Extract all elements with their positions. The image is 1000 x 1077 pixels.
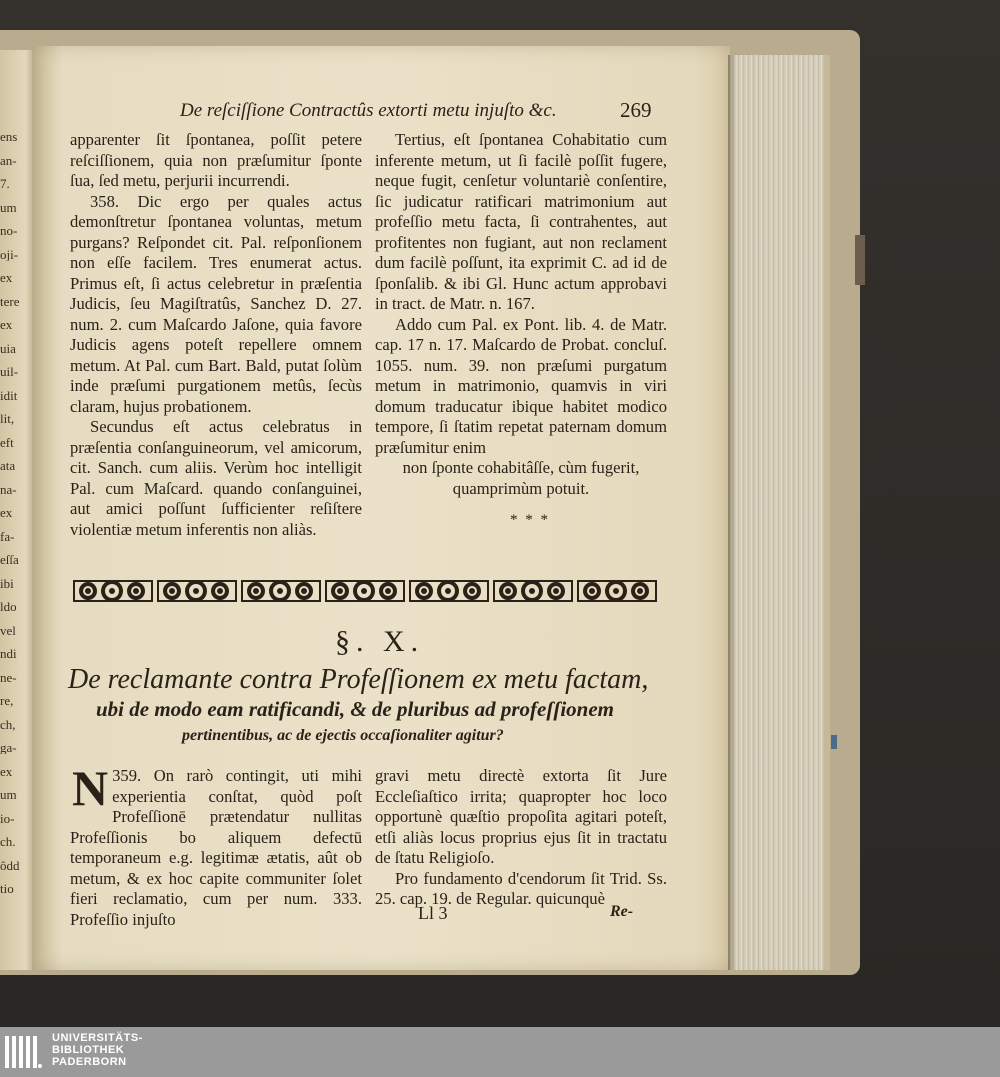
left-page-fragment: um: [0, 200, 17, 214]
left-page-fragment: 7.: [0, 177, 10, 190]
left-page-fragment: tere: [0, 294, 20, 308]
left-page-fragment: tio: [0, 882, 14, 895]
right-column: [375, 130, 667, 499]
gutter-shadow: [728, 55, 736, 970]
left-page-edge: [0, 50, 32, 970]
page-block-edge: [730, 55, 830, 970]
paragraph: 358. Dic ergo per quales actus demonſtretur ſpontanea voluntas, metum purgans? Reſpondet cit. Pal. reſponſionem non eſſe facilem. Tres enumerat actus. Primus eſt, ſi actus celebretur in præſentia Judicis, ſeu Magiſtratûs, Sanchez D. 27. num. 2. cum Maſcardo Jaſone, quia favore Judicis agens poteſt repellere omnem metum. At Pal. cum Bart. Bald, putat ſolùm inde præſumi purgationem metûs, ſecùs claram, hujus probationem.: [70, 191, 362, 416]
paragraph: Addo cum Pal. ex Pont. lib. 4. de Matr. cap. 17 n. 17. Maſcardo de Probat. concluſ. 1055. num. 39. non præſumi purgatum metum in matrimonio, quamvis in viri domum traducatur ibique habitet modico tempore, ſi ſtatim repetat paternam domum præſumitur enim: [375, 314, 667, 457]
left-column: [70, 130, 362, 540]
paragraph: non ſponte cohabitâſſe, cùm fugerit, quamprimùm potuit.: [402, 458, 640, 498]
library-name-line: UNIVERSITÄTS-: [52, 1032, 143, 1044]
left-page-fragment: no-: [0, 224, 18, 237]
signature-mark: Ll 3: [418, 903, 448, 923]
left-page-fragment: ldo: [0, 600, 17, 613]
left-page-fragment: na-: [0, 482, 17, 496]
bookmark-tab: [855, 235, 865, 285]
left-page-fragment: oji-: [0, 247, 19, 261]
catchword: Re-: [610, 903, 634, 920]
library-name: [52, 1032, 143, 1068]
running-title: De reſciſſione Contractûs extorti metu injuſto &c.: [180, 100, 557, 121]
left-page-fragment: re,: [0, 694, 14, 707]
section-mark: §. X.: [335, 625, 425, 658]
section-title-line2: ubi de modo eam ratificandi, & de pluribus ad profeſſionem: [96, 697, 614, 721]
library-logo-icon: [4, 1032, 44, 1072]
left-page-fragment: ex: [0, 506, 13, 519]
page-clip-marker: [831, 735, 837, 749]
paragraph: gravi metu directè extorta ſit Jure Eccleſiaſtico irrita; quapropter hoc loco opportunè quæſtio propoſita agitari poteſt, etſi aliàs locus proprius ejus ſit in tractatu de ſtatu Religioſo.: [375, 766, 667, 867]
lower-left-column: [70, 760, 362, 930]
library-name-line: PADERBORN: [52, 1056, 127, 1068]
left-page-fragment: ens: [0, 130, 18, 143]
drop-capital: N: [72, 760, 109, 816]
left-page-fragment: eſſa: [0, 553, 19, 566]
running-header: [180, 100, 660, 122]
floral-ornament-band: [70, 574, 668, 608]
left-page-fragment: ex: [0, 271, 13, 284]
section-title-line3: pertinentibus, ac de ejectis occaſionaliter agitur?: [182, 727, 504, 744]
left-page-fragment: an-: [0, 153, 17, 167]
page-number: 269: [620, 98, 652, 122]
left-page-fragment: ch,: [0, 717, 16, 731]
left-page-fragment: ga-: [0, 741, 17, 754]
left-page-fragment: vel: [0, 623, 16, 637]
library-footer-bar: [0, 1027, 1000, 1077]
paragraph-text: On rarò contingit, uti mihi experientia conſtat, quòd poſt Profeſſionē prætendatur nullitas Profeſſionis bo aliquem defectū temporaneum e.g. legitimæ ætatis, aût ob metum, & ex hoc capite communiter ſolet fieri reclamatio, cum per num. 333. Profeſſio injuſto: [70, 766, 362, 929]
left-page-fragment: ex: [0, 764, 13, 778]
left-page-fragment: uil-: [0, 365, 19, 378]
left-page-fragment: io-: [0, 811, 15, 825]
left-page-fragment: um: [0, 788, 17, 801]
paragraph: Secundus eſt actus celebratus in præſentia conſanguineorum, vel amicorum, cit. Sanch. cum aliis. Verùm hoc intelligit Pal. cum Maſcard. quando conſanguinei, aut amici poſſunt ſufficienter reſiſtere violentiæ metum inferentis non aliàs.: [70, 417, 362, 539]
left-page-fragment: eft: [0, 435, 14, 449]
paragraph: [70, 760, 362, 930]
section-title-line1: De reclamante contra Profeſſionem ex metu factam,: [68, 664, 649, 695]
left-page-fragment: ibi: [0, 576, 14, 590]
left-page-fragment: ch.: [0, 835, 16, 848]
paragraph: Tertius, eſt ſpontanea Cohabitatio cum inferente metum, ut ſi facilè poſſit fugere, neque fugit, cenſetur voluntariè conſentire, ſic judicatur ratificari matrimonium aut profeſſio metu facta, ſi contrahentes, aut profitentes non fugiant, aut non reclament dum facilè poſſunt, ita exprimit C. ad id de ſponſalib. & ibi Gl. Hunc actum approbavi in tract. de Matr. n. 167.: [375, 130, 667, 313]
left-page-fragment: lit,: [0, 412, 15, 425]
left-page-fragment: fa-: [0, 529, 15, 543]
paragraph: Pro fundamento d'cendorum ſit Trid. Ss. 25. cap. 19. de Regular. quicunquè: [375, 868, 667, 908]
left-page-fragment: ex: [0, 318, 13, 331]
paragraph-number: 359.: [112, 766, 142, 785]
left-page-fragment: idit: [0, 388, 18, 402]
library-name-line: BIBLIOTHEK: [52, 1044, 125, 1056]
lower-right-column: [375, 766, 667, 910]
left-page-fragment: ndi: [0, 647, 17, 660]
left-page-fragment: uia: [0, 341, 16, 355]
left-page-fragment: ne-: [0, 670, 17, 684]
left-page-fragment: ata: [0, 459, 16, 472]
asterism: * * *: [510, 512, 550, 528]
paragraph: apparenter ſit ſpontanea, poſſit petere reſciſſionem, quia non præſumitur ſponte ſua, ſed metu, perjurii incurrendi.: [70, 130, 362, 190]
left-page-fragment: ôdd: [0, 858, 20, 872]
